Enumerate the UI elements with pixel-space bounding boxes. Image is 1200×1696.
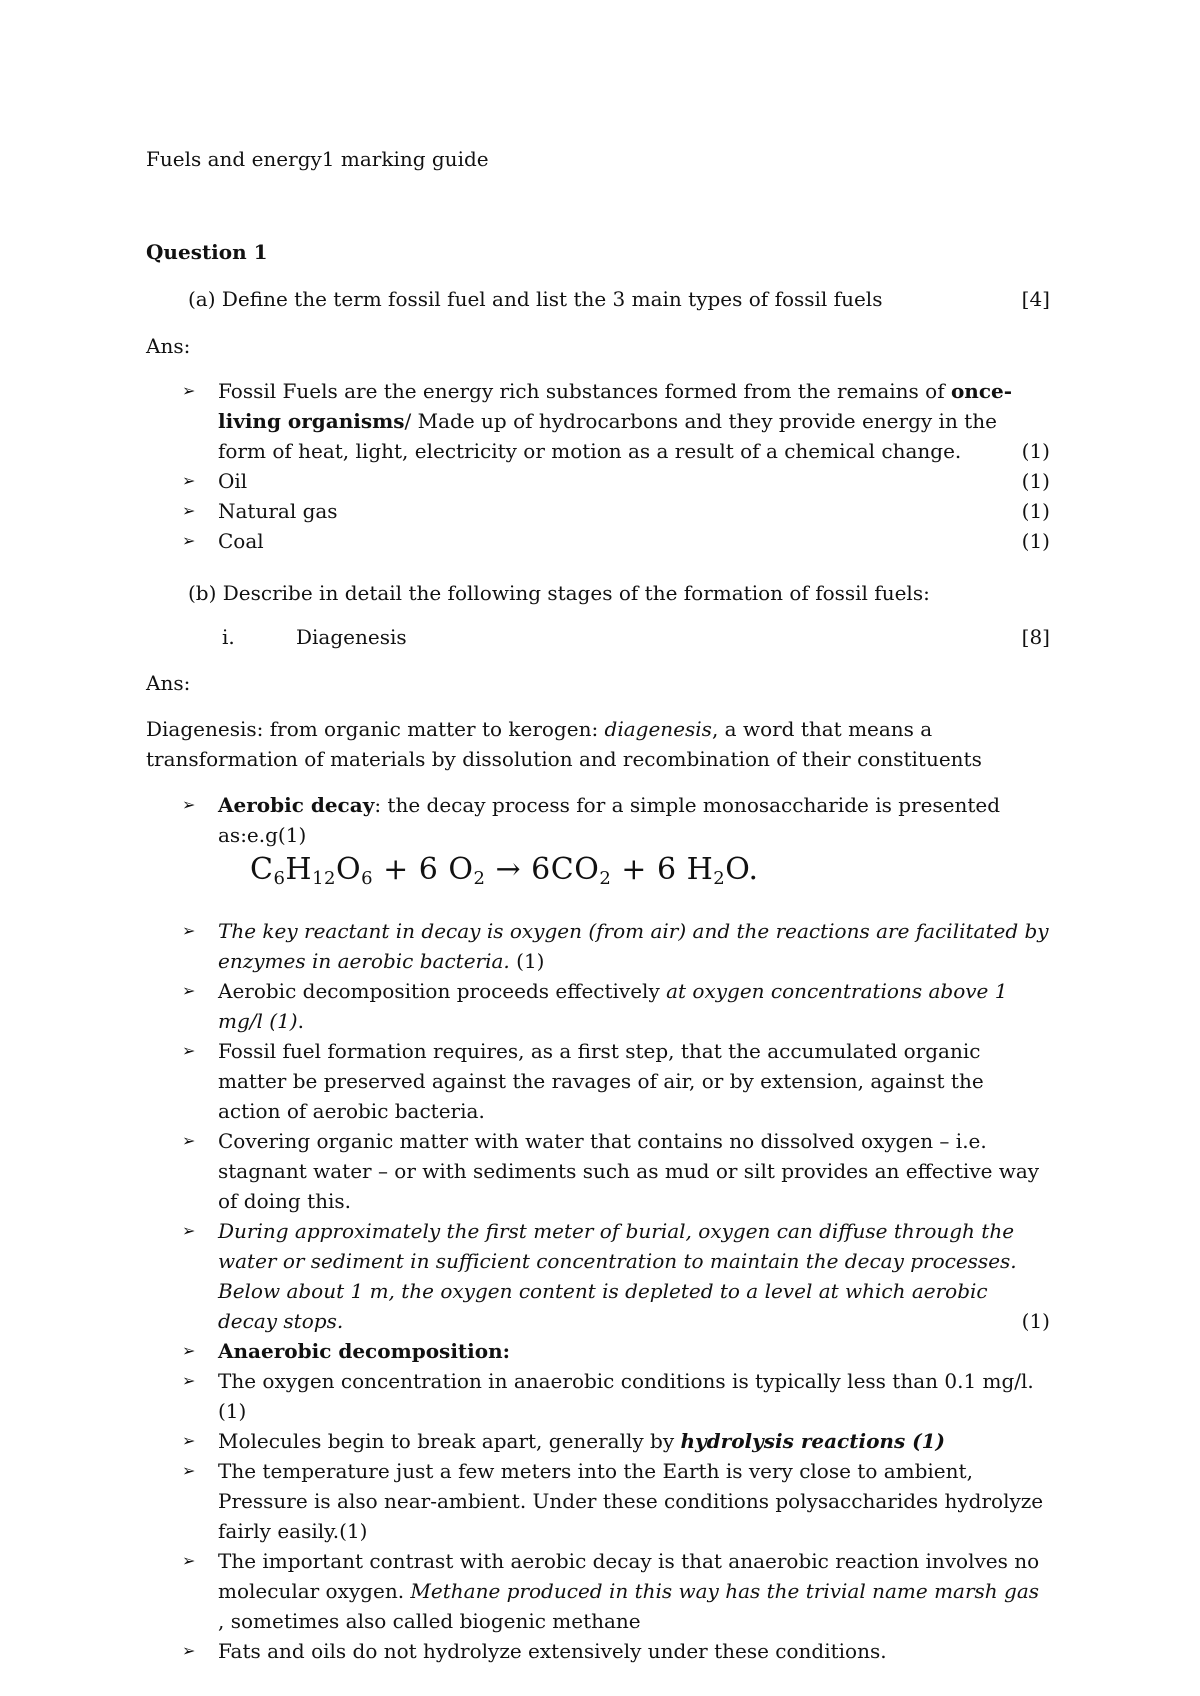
- part-a-marks: [4]: [1021, 287, 1050, 311]
- arrow-bullet-icon: ➢: [182, 981, 196, 1000]
- part-a-answer-list: [182, 376, 1050, 556]
- list-item: ➢ Fossil fuel formation requires, as a first step, that the accumulated organic matter be preserved against the ravages of air, or by extension, against the action of aerobic bacteria.: [182, 1036, 1050, 1126]
- arrow-bullet-icon: ➢: [182, 1041, 196, 1060]
- list-item: ➢ Molecules begin to break apart, generally by hydrolysis reactions (1): [182, 1426, 1050, 1456]
- arrow-bullet-icon: ➢: [182, 1131, 196, 1150]
- list-item: ➢ Natural gas (1): [182, 496, 1050, 526]
- list-item: ➢ The temperature just a few meters into the Earth is very close to ambient, Pressure is also near-ambient. Under these conditions polysaccharides hydrolyze fairly easily.(1): [182, 1456, 1050, 1546]
- ans-label-a: Ans:: [146, 334, 191, 358]
- arrow-bullet-icon: ➢: [182, 921, 196, 940]
- answer-mark: (1): [1021, 469, 1050, 493]
- arrow-bullet-icon: ➢: [182, 1431, 196, 1450]
- ans-label-b: Ans:: [146, 671, 191, 695]
- arrow-bullet-icon: ➢: [182, 1341, 196, 1360]
- diagenesis-bullet-list: [182, 916, 1050, 1666]
- arrow-bullet-icon: ➢: [182, 471, 196, 490]
- list-item: ➢ Fats and oils do not hydrolyze extensively under these conditions.: [182, 1636, 1050, 1666]
- answer-mark: (1): [1021, 439, 1050, 463]
- arrow-bullet-icon: ➢: [182, 501, 196, 520]
- document-title: Fuels and energy1 marking guide: [146, 147, 489, 171]
- list-item: ➢ The oxygen concentration in anaerobic conditions is typically less than 0.1 mg/l.(1): [182, 1366, 1050, 1426]
- chemical-equation: $C_6H_{12}O_6 + 6$ $O_2 \to 6CO_2 + 6$ $H_2O$.: [250, 852, 759, 889]
- part-b-item-text: Diagenesis: [296, 625, 407, 649]
- part-b-item-number: i.: [222, 625, 235, 649]
- answer-mark: (1): [1021, 499, 1050, 523]
- question-heading: Question 1: [146, 240, 268, 264]
- arrow-bullet-icon: ➢: [182, 1641, 196, 1660]
- list-item: ➢ Aerobic decomposition proceeds effectively at oxygen concentrations above 1 mg/l (1).: [182, 976, 1050, 1036]
- list-item: ➢ Covering organic matter with water that contains no dissolved oxygen – i.e. stagnant water – or with sediments such as mud or silt provides an effective way of doing this.: [182, 1126, 1050, 1216]
- list-item: ➢ Coal (1): [182, 526, 1050, 556]
- list-item: ➢ Oil (1): [182, 466, 1050, 496]
- list-item: ➢ Aerobic decay: the decay process for a simple monosaccharide is presented as:e.g(1): [182, 790, 1050, 850]
- list-item: ➢ The key reactant in decay is oxygen (from air) and the reactions are facilitated by enzymes in aerobic bacteria. (1): [182, 916, 1050, 976]
- arrow-bullet-icon: ➢: [182, 1221, 196, 1240]
- list-item: ➢ Fossil Fuels are the energy rich substances formed from the remains of once-living organisms/ Made up of hydrocarbons and they provide energy in the form of heat, light, electricity or motion as a result of a chemical change. (1): [182, 376, 1050, 466]
- arrow-bullet-icon: ➢: [182, 1371, 196, 1390]
- aerobic-decay-item: [182, 790, 1050, 850]
- arrow-bullet-icon: ➢: [182, 795, 196, 814]
- list-item: ➢ The important contrast with aerobic decay is that anaerobic reaction involves no molecular oxygen. Methane produced in this way has the trivial name marsh gas , sometimes also called biogenic methane: [182, 1546, 1050, 1636]
- part-a-question: (a) Define the term fossil fuel and list the 3 main types of fossil fuels: [188, 287, 883, 311]
- list-item: ➢ Anaerobic decomposition:: [182, 1336, 1050, 1366]
- arrow-bullet-icon: ➢: [182, 1551, 196, 1570]
- answer-mark: (1): [1021, 529, 1050, 553]
- arrow-bullet-icon: ➢: [182, 1461, 196, 1480]
- part-b-marks: [8]: [1021, 625, 1050, 649]
- part-b-question: (b) Describe in detail the following stages of the formation of fossil fuels:: [188, 581, 930, 605]
- diagenesis-paragraph: Diagenesis: from organic matter to kerogen: diagenesis, a word that means a transformation of materials by dissolution and recombination of their constituents: [146, 717, 982, 771]
- answer-mark: (1): [1021, 1309, 1050, 1333]
- arrow-bullet-icon: ➢: [182, 381, 196, 400]
- list-item: ➢ During approximately the first meter of burial, oxygen can diffuse through the water or sediment in sufficient concentration to maintain the decay processes. Below about 1 m, the oxygen content is depleted to a level at which aerobic decay stops. (1): [182, 1216, 1050, 1336]
- arrow-bullet-icon: ➢: [182, 531, 196, 550]
